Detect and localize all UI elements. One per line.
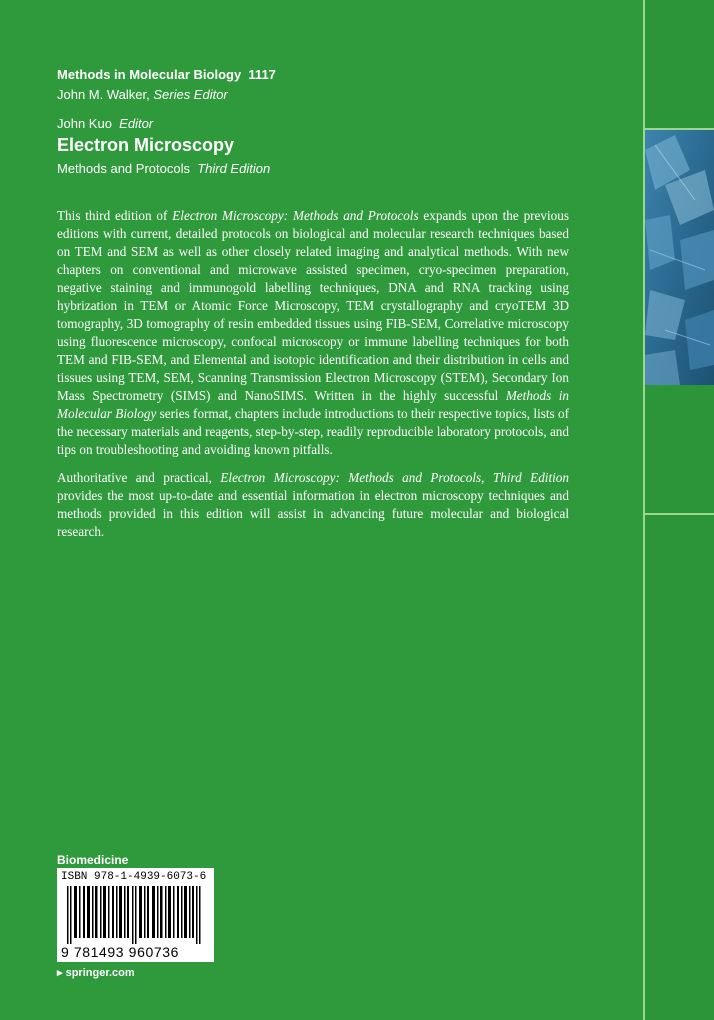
p1-text-b: expands upon the previous editions with current, detailed protocols on biological and molecular research techniques based on TEM and SEM as well as other closely related imaging and analytical methods. With new chapters on conventional and microwave assisted specimen, cryo-specimen preparation, negative staining and immunogold labelling techniques, DNA and RNA tracking using hybrization in TEM or Atomic Force Microscopy, TEM crystallography and cryoTEM 3D tomography, 3D tomography of resin embedded tissues using FIB-SEM, Correlative microscopy using fluorescence microscopy, confocal microscopy or immune labelling techniques for both TEM and FIB-SEM, and Elemental and isotopic identification and their distribution in cells and tissues using TEM, SEM, Scanning Transmission Electron Microscopy (STEM), Secondary Ion Mass Spectrometry (SIMS) and NanoSIMS. Written in the highly successful [57,208,569,403]
horizontal-rule-bottom [645,513,714,515]
book-editor-line [57,116,153,131]
publisher-site[interactable]: springer.com [65,967,135,979]
series-editor-line [57,87,228,102]
barcode-box [57,868,214,962]
description [57,207,569,551]
p2-book-title: Electron Microscopy: Methods and Protocols, Third Edition [220,470,569,485]
publisher-link[interactable] [57,966,135,979]
arrow-icon: ▸ [57,967,63,979]
book-editor-name: John Kuo [57,116,112,131]
series-name: Methods in Molecular Biology [57,67,242,82]
series-number: 1117 [248,67,276,82]
book-edition: Third Edition [197,161,271,176]
p1-series-title: Methods in Molecular Biology [57,388,569,421]
p2-text-a: Authoritative and practical, [57,470,221,485]
book-subtitle: Methods and Protocols [57,161,190,176]
subtitle-line [57,161,270,176]
series-editor-role: Series Editor [153,87,228,102]
barcode-digits: 9 781493 960736 [61,944,179,960]
description-paragraph-2 [57,469,569,541]
description-paragraph-1 [57,207,569,459]
series-editor-name: John M. Walker, [57,87,150,102]
micrograph-image [645,130,714,385]
category-label: Biomedicine [57,853,129,867]
p1-text-a: This third edition of [57,208,173,223]
barcode-icon [61,886,210,944]
book-editor-role: Editor [119,116,154,131]
p1-book-title: Electron Microscopy: Methods and Protocols [172,208,419,223]
series-line [57,67,276,82]
p1-text-c: series format, chapters include introductions to their respective topics, lists of the necessary materials and reagents, step-by-step, readily reproducible laboratory protocols, and tips on troubleshooting and avoiding known pitfalls. [57,406,569,457]
book-title: Electron Microscopy [57,135,235,155]
p2-text-b: provides the most up-to-date and essential information in electron microscopy techniques and methods provided in this edition will assist in advancing future molecular and biological research. [57,488,569,539]
isbn-label: ISBN 978-1-4939-6073-6 [61,871,207,883]
